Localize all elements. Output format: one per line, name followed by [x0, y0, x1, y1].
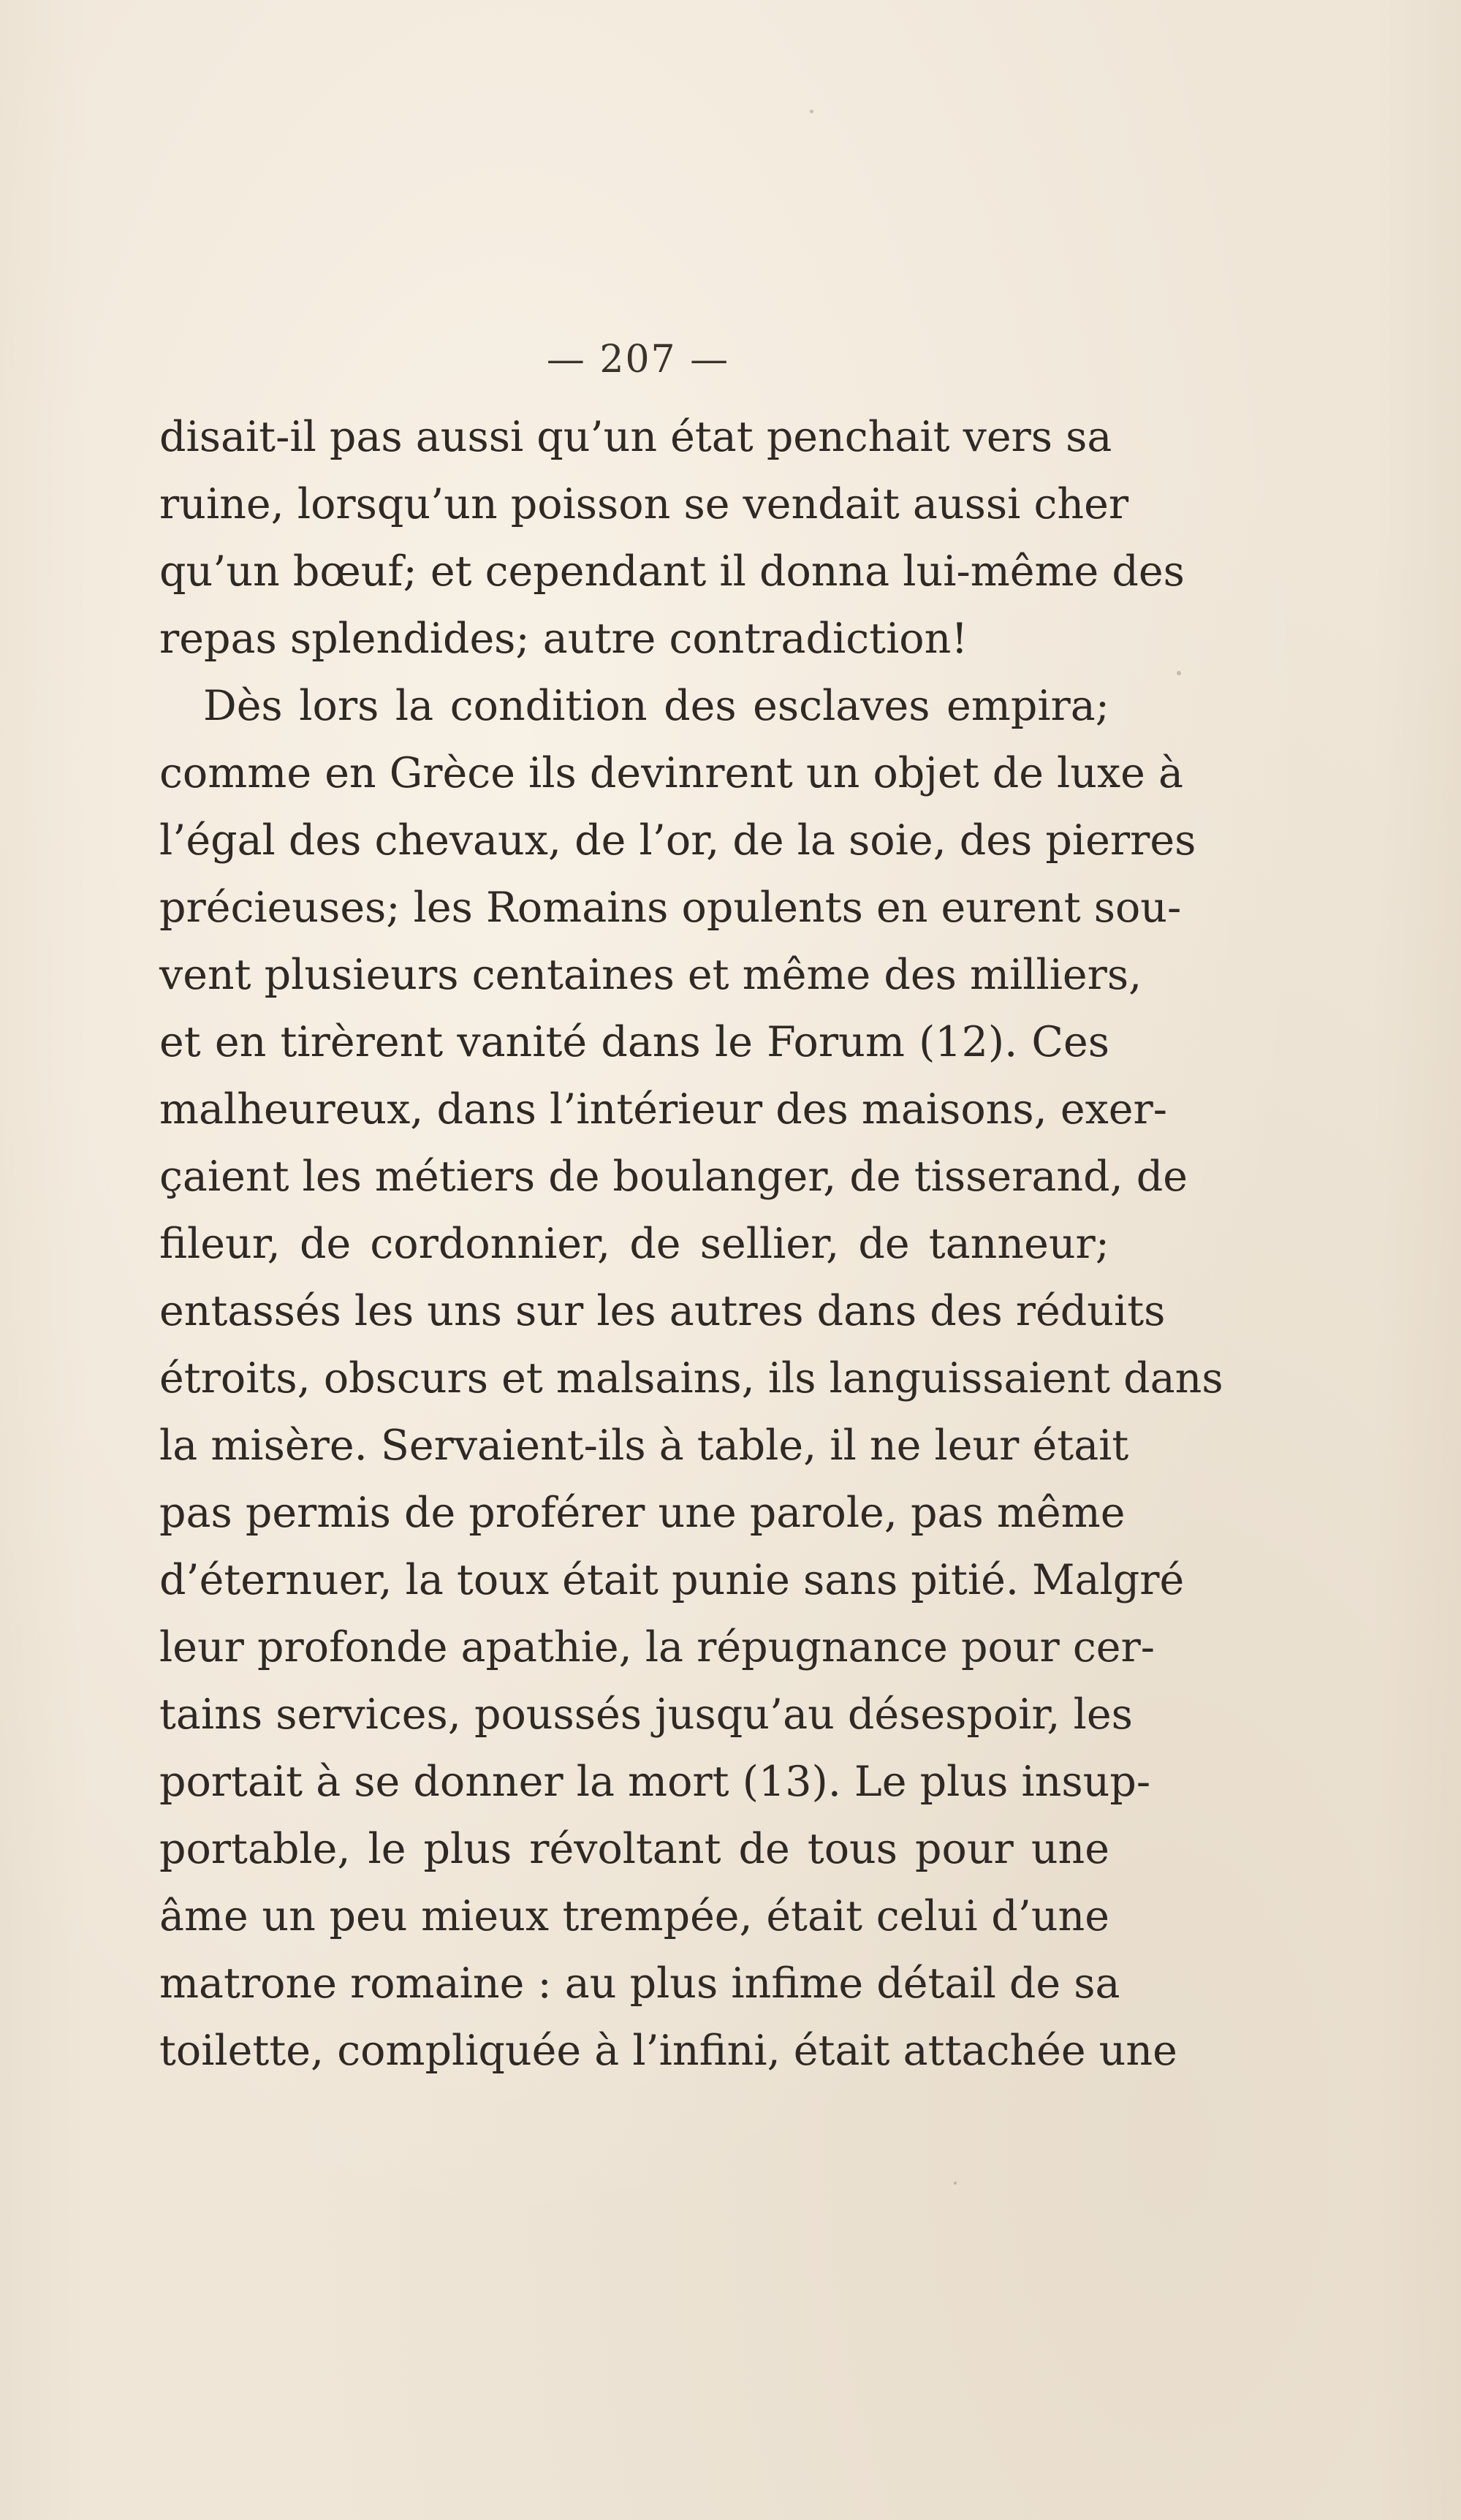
paper-speck: [954, 2182, 957, 2185]
text-line: l’égal des chevaux, de l’or, de la soie, des pierres: [159, 816, 1196, 865]
text-line: comme en Grèce ils devinrent un objet de luxe à: [159, 749, 1183, 797]
paper-speck: [810, 110, 813, 113]
text-line: malheureux, dans l’intérieur des maisons, exer-: [159, 1085, 1167, 1134]
text-line: étroits, obscurs et malsains, ils languissaient dans: [159, 1354, 1223, 1403]
paragraph-end-line: repas splendides; autre contradiction!: [159, 615, 968, 663]
text-line: qu’un bœuf; et cependant il donna lui-même des: [159, 547, 1185, 596]
text-line: tains services, poussés jusqu’au désespoir, les: [159, 1690, 1133, 1739]
text-line: entassés les uns sur les autres dans des réduits: [159, 1287, 1166, 1335]
body-text: [159, 403, 1223, 2084]
text-line: leur profonde apathie, la répugnance pour cer-: [159, 1623, 1155, 1671]
text-line: çaient les métiers de boulanger, de tisserand, de: [159, 1153, 1188, 1201]
text-line: vent plusieurs centaines et même des milliers,: [159, 951, 1142, 999]
text-line: disait-il pas aussi qu’un état penchait vers sa: [159, 413, 1112, 461]
text-line: la misère. Servaient-ils à table, il ne leur était: [159, 1422, 1129, 1470]
text-line: et en tirèrent vanité dans le Forum (12). Ces: [159, 1018, 1109, 1066]
text-line: toilette, compliquée à l’infini, était attachée une: [159, 2027, 1177, 2075]
text-line: fileur, de cordonnier, de sellier, de tanneur;: [159, 1220, 1109, 1268]
text-line: portable, le plus révoltant de tous pour une: [159, 1825, 1109, 1873]
text-line: précieuses; les Romains opulents en eurent sou-: [159, 884, 1182, 932]
text-line: portait à se donner la mort (13). Le plus insup-: [159, 1758, 1151, 1806]
text-line: d’éternuer, la toux était punie sans pitié. Malgré: [159, 1556, 1185, 1604]
text-line: ruine, lorsqu’un poisson se vendait aussi cher: [159, 480, 1129, 528]
page-number: — 207 —: [546, 338, 730, 382]
paper-speck: [1177, 671, 1181, 675]
text-line: matrone romaine : au plus infime détail de sa: [159, 1959, 1120, 2008]
text-line: pas permis de proférer une parole, pas même: [159, 1489, 1126, 1537]
paragraph-start-line: Dès lors la condition des esclaves empira;: [203, 682, 1109, 730]
text-line: âme un peu mieux trempée, était celui d’une: [159, 1892, 1109, 1940]
